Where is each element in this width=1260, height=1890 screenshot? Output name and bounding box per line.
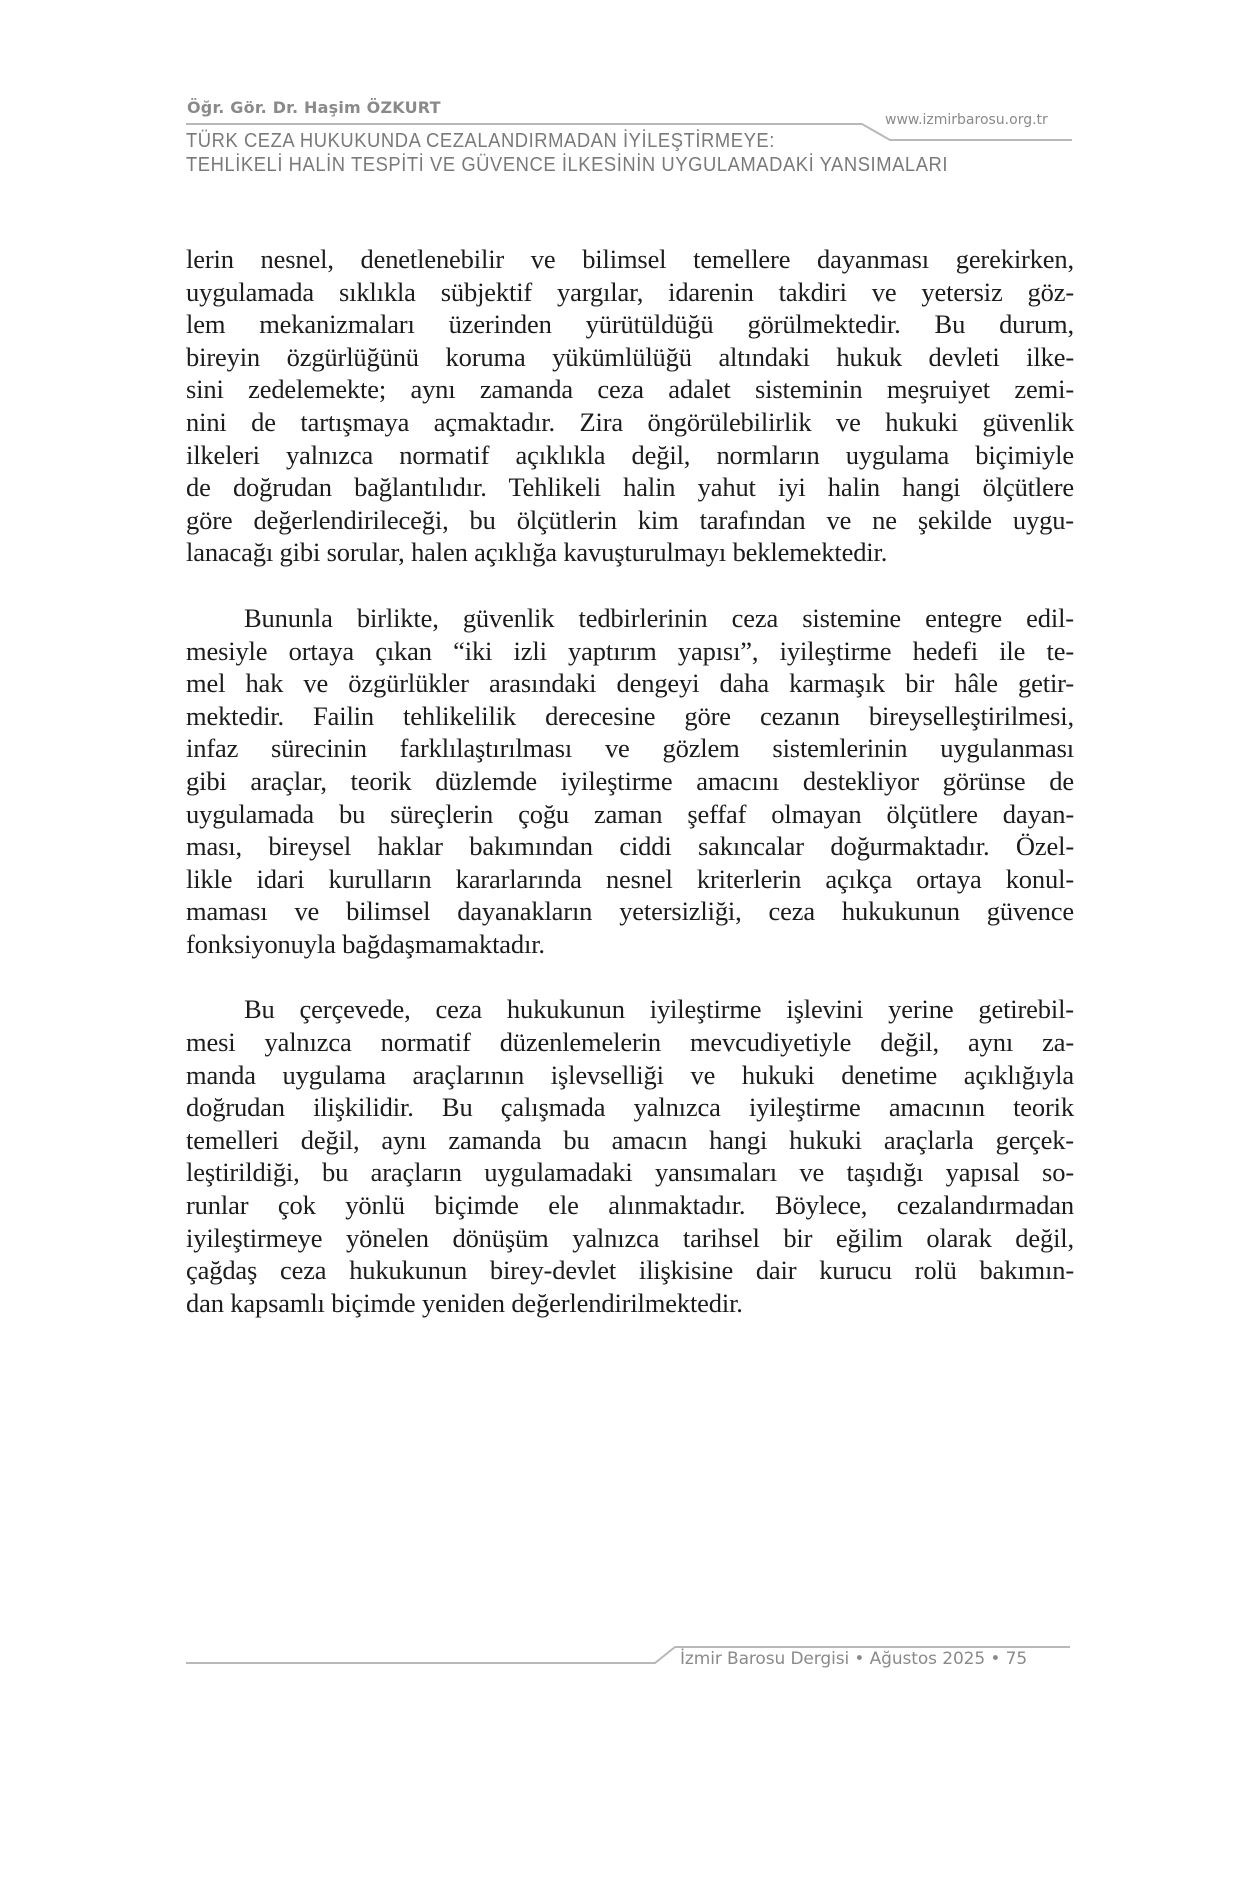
text-line: gibi araçlar, teorik düzlemde iyileştirme amacını destekliyor görünse de — [186, 765, 1074, 796]
text-line: uygulamada sıklıkla sübjektif yargılar, idarenin takdiri ve yetersiz göz- — [186, 276, 1074, 307]
text-line: uygulamada bu süreçlerin çoğu zaman şeffaf olmayan ölçütlere dayan- — [186, 798, 1074, 829]
text-line: likle idari kurulların kararlarında nesnel kriterlerin açıkça ortaya konul- — [186, 863, 1074, 894]
text-line: dan kapsamlı biçimde yeniden değerlendirilmektedir. — [186, 1287, 743, 1318]
journal-name: İzmir Barosu Dergisi — [680, 1649, 850, 1669]
paragraph — [186, 993, 1074, 1319]
text-line: de doğrudan bağlantılıdır. Tehlikeli halin yahut iyi halin hangi ölçütlere — [186, 472, 1074, 503]
text-line: infaz sürecinin farklılaştırılması ve gözlem sistemlerinin uygulanması — [186, 733, 1074, 764]
text-line: mesi yalnızca normatif düzenlemelerin mevcudiyetiyle değil, aynı za- — [186, 1027, 1074, 1058]
text-line: temelleri değil, aynı zamanda bu amacın hangi hukuki araçlarla gerçek- — [186, 1124, 1074, 1155]
text-line: iyileştirmeye yönelen dönüşüm yalnızca tarihsel bir eğilim olarak değil, — [186, 1222, 1074, 1253]
text-line: mel hak ve özgürlükler arasındaki dengeyi daha karmaşık bir hâle getir- — [186, 668, 1074, 699]
footer-separator: • — [854, 1649, 865, 1669]
text-line: ması, bireysel haklar bakımından ciddi sakıncalar doğurmaktadır. Özel- — [186, 831, 1074, 862]
text-line: Bu çerçevede, ceza hukukunun iyileştirme işlevini yerine getirebil- — [244, 994, 1074, 1025]
article-title-line-1: TÜRK CEZA HUKUKUNDA CEZALANDIRMADAN İYİLEŞTİRMEYE: — [186, 130, 775, 152]
article-body — [186, 243, 1074, 1319]
page-footer — [680, 1649, 1027, 1669]
text-line: fonksiyonuyla bağdaşmamaktadır. — [186, 928, 545, 959]
text-line: sini zedelemekte; aynı zamanda ceza adalet sisteminin meşruiyet zemi- — [186, 374, 1074, 405]
text-line: maması ve bilimsel dayanakların yetersizliği, ceza hukukunun güvence — [186, 896, 1074, 927]
header-divider-line — [186, 124, 1072, 140]
text-line: lanacağı gibi sorular, halen açıklığa kavuşturulmayı beklemektedir. — [186, 537, 888, 568]
paragraph — [186, 243, 1074, 569]
text-line: Bununla birlikte, güvenlik tedbirlerinin ceza sistemine entegre edil- — [244, 602, 1074, 633]
text-line: lem mekanizmaları üzerinden yürütüldüğü görülmektedir. Bu durum, — [186, 309, 1074, 340]
text-line: doğrudan ilişkilidir. Bu çalışmada yalnızca iyileştirme amacının teorik — [186, 1092, 1074, 1123]
article-title-line-2: TEHLİKELİ HALİN TESPİTİ VE GÜVENCE İLKESİNİN UYGULAMADAKİ YANSIMALARI — [186, 154, 949, 176]
footer-separator: • — [990, 1649, 1001, 1669]
text-line: çağdaş ceza hukukunun birey-devlet ilişkisine dair kurucu rolü bakımın- — [186, 1255, 1074, 1286]
author-name: Öğr. Gör. Dr. Haşim ÖZKURT — [187, 98, 441, 117]
text-line: mesiyle ortaya çıkan “iki izli yaptırım yapısı”, iyileştirme hedefi ile te- — [186, 635, 1074, 666]
text-line: göre değerlendirileceği, bu ölçütlerin kim tarafından ve ne şekilde uygu- — [186, 504, 1074, 535]
text-line: nini de tartışmaya açmaktadır. Zira öngörülebilirlik ve hukuki güvenlik — [186, 406, 1074, 437]
text-line: mektedir. Failin tehlikelilik derecesine göre cezanın bireyselleştirilmesi, — [186, 700, 1074, 731]
text-line: runlar çok yönlü biçimde ele alınmaktadır. Böylece, cezalandırmadan — [186, 1190, 1074, 1221]
text-line: lerin nesnel, denetlenebilir ve bilimsel temellere dayanması gerekirken, — [186, 244, 1074, 274]
paragraph — [186, 602, 1074, 961]
website-url: www.izmirbarosu.org.tr — [885, 112, 1048, 128]
text-line: manda uygulama araçlarının işlevselliği ve hukuki denetime açıklığıyla — [186, 1059, 1074, 1090]
text-line: leştirildiği, bu araçların uygulamadaki yansımaları ve taşıdığı yapısal so- — [186, 1157, 1074, 1188]
text-line: ilkeleri yalnızca normatif açıklıkla değil, normların uygulama biçimiyle — [186, 439, 1074, 470]
text-line: bireyin özgürlüğünü koruma yükümlülüğü altındaki hukuk devleti ilke- — [186, 341, 1074, 372]
page-number: 75 — [1005, 1649, 1028, 1669]
issue-date: Ağustos 2025 — [869, 1649, 986, 1669]
